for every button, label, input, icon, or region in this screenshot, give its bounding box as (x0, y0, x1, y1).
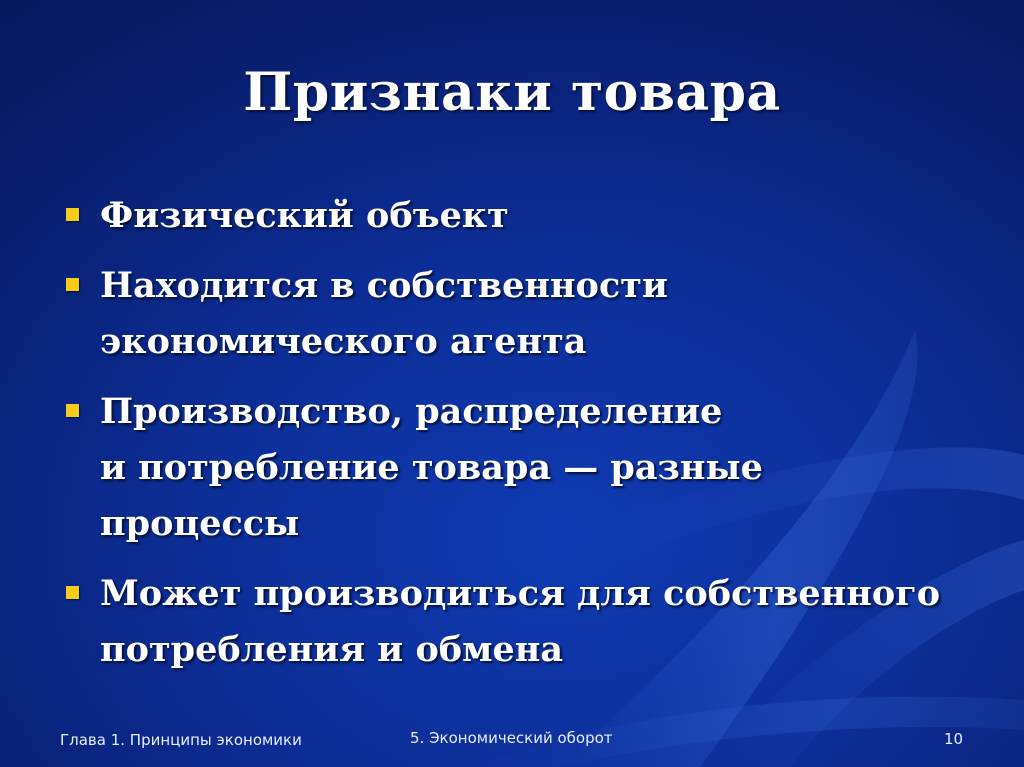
bullet-item (60, 188, 960, 244)
bullet-line: Производство, распределение (100, 391, 723, 432)
bullet-line: Может производиться для собственного (100, 573, 941, 614)
bullet-line: экономического агента (100, 321, 587, 362)
bullet-line: потребления и обмена (100, 629, 564, 670)
bullet-item (60, 566, 960, 678)
footer-chapter: Глава 1. Принципы экономики (60, 731, 302, 749)
slide-title: Признаки товара (243, 62, 781, 123)
square-bullet-icon (66, 586, 79, 599)
slide-number: 10 (944, 730, 964, 748)
bullet-list (60, 188, 960, 692)
square-bullet-icon (66, 208, 79, 221)
square-bullet-icon (66, 278, 79, 291)
bullet-item (60, 258, 960, 370)
bullet-line: и потребление товара — разные (100, 447, 763, 488)
bullet-line: процессы (100, 503, 300, 544)
bullet-item (60, 384, 960, 552)
square-bullet-icon (66, 404, 79, 417)
footer-section: 5. Экономический оборот (410, 729, 613, 747)
bullet-line: Физический объект (100, 195, 509, 236)
bullet-line: Находится в собственности (100, 265, 668, 306)
